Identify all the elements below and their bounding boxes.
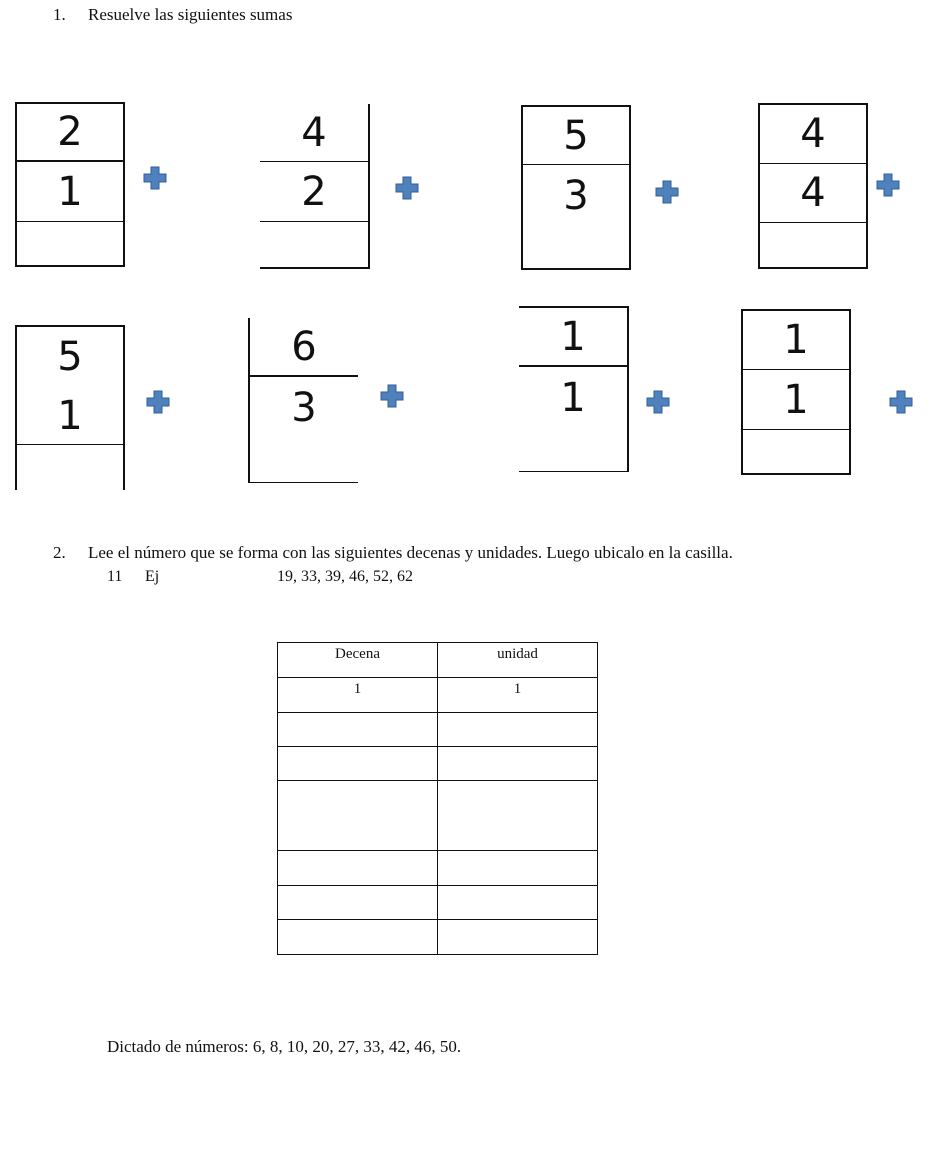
sum-box-2 (260, 104, 370, 269)
dictation-text: Dictado de números: 6, 8, 10, 20, 27, 33, 42, 46, 50. (107, 1037, 462, 1056)
plus-icon (889, 390, 913, 414)
exercise-2-instruction: Lee el número que se forma con las siguientes decenas y unidades. Luego ubicalo en la casilla. (88, 543, 733, 562)
table-cell[interactable] (438, 886, 598, 920)
table-cell[interactable]: 1 (278, 678, 438, 713)
sum-3-bottom: 3 (563, 173, 589, 219)
tens-units-table (277, 642, 598, 955)
table-header-decena: Decena (278, 643, 438, 678)
sum-box-5 (15, 325, 125, 490)
example-value: 11 (107, 568, 123, 585)
sum-3-answer[interactable] (523, 227, 629, 268)
plus-icon (876, 173, 900, 197)
table-row (278, 886, 598, 920)
sum-6-top: 6 (250, 318, 358, 377)
sum-2-bottom: 2 (260, 162, 368, 222)
plus-icon (395, 176, 419, 200)
exercise-2-number: 2. (53, 543, 66, 562)
table-cell[interactable] (438, 851, 598, 886)
sum-6-answer[interactable] (250, 439, 358, 481)
sum-box-1 (15, 102, 125, 267)
table-cell[interactable] (438, 747, 598, 781)
sum-8-answer[interactable] (743, 430, 849, 473)
sum-1-top: 2 (17, 104, 123, 162)
table-cell[interactable] (278, 920, 438, 955)
sum-1-answer[interactable] (17, 222, 123, 265)
sum-7-bottom: 1 (560, 375, 586, 421)
plus-icon (655, 180, 679, 204)
table-cell[interactable] (278, 781, 438, 851)
example-label: Ej (145, 568, 160, 585)
table-row (278, 781, 598, 851)
sum-5-top: 5 (57, 334, 83, 380)
table-header-unidad: unidad (438, 643, 598, 678)
table-cell[interactable]: 1 (438, 678, 598, 713)
number-list: 19, 33, 39, 46, 52, 62 (277, 568, 413, 585)
table-cell[interactable] (278, 886, 438, 920)
sum-3-top: 5 (523, 107, 629, 165)
plus-icon (380, 384, 404, 408)
table-row (278, 713, 598, 747)
sum-box-4 (758, 103, 868, 269)
sum-6-bottom: 3 (291, 385, 317, 431)
sum-7-answer[interactable] (519, 429, 627, 471)
table-row (278, 851, 598, 886)
table-row (278, 678, 598, 713)
plus-icon (146, 390, 170, 414)
sum-1-bottom: 1 (17, 162, 123, 222)
sum-box-3 (521, 105, 631, 270)
table-cell[interactable] (438, 713, 598, 747)
sum-7-top: 1 (519, 308, 627, 367)
sum-4-answer[interactable] (760, 223, 866, 267)
plus-icon (646, 390, 670, 414)
sum-box-8 (741, 309, 851, 475)
sum-box-6 (248, 318, 358, 483)
exercise-1-number: 1. (53, 5, 66, 24)
table-row (278, 920, 598, 955)
table-cell[interactable] (438, 781, 598, 851)
sum-box-7 (519, 306, 629, 472)
sum-8-bottom: 1 (743, 370, 849, 430)
sum-5-bottom: 1 (17, 387, 123, 445)
table-cell[interactable] (278, 851, 438, 886)
sum-2-answer[interactable] (260, 222, 368, 267)
table-cell[interactable] (438, 920, 598, 955)
plus-icon (143, 166, 167, 190)
table-cell[interactable] (278, 713, 438, 747)
sum-8-top: 1 (743, 311, 849, 370)
table-cell[interactable] (278, 747, 438, 781)
table-row (278, 747, 598, 781)
sum-5-answer[interactable] (17, 445, 123, 490)
sum-4-top: 4 (760, 105, 866, 164)
exercise-1-instruction: Resuelve las siguientes sumas (88, 5, 293, 24)
sum-4-bottom: 4 (760, 164, 866, 223)
sum-2-top: 4 (260, 104, 368, 162)
